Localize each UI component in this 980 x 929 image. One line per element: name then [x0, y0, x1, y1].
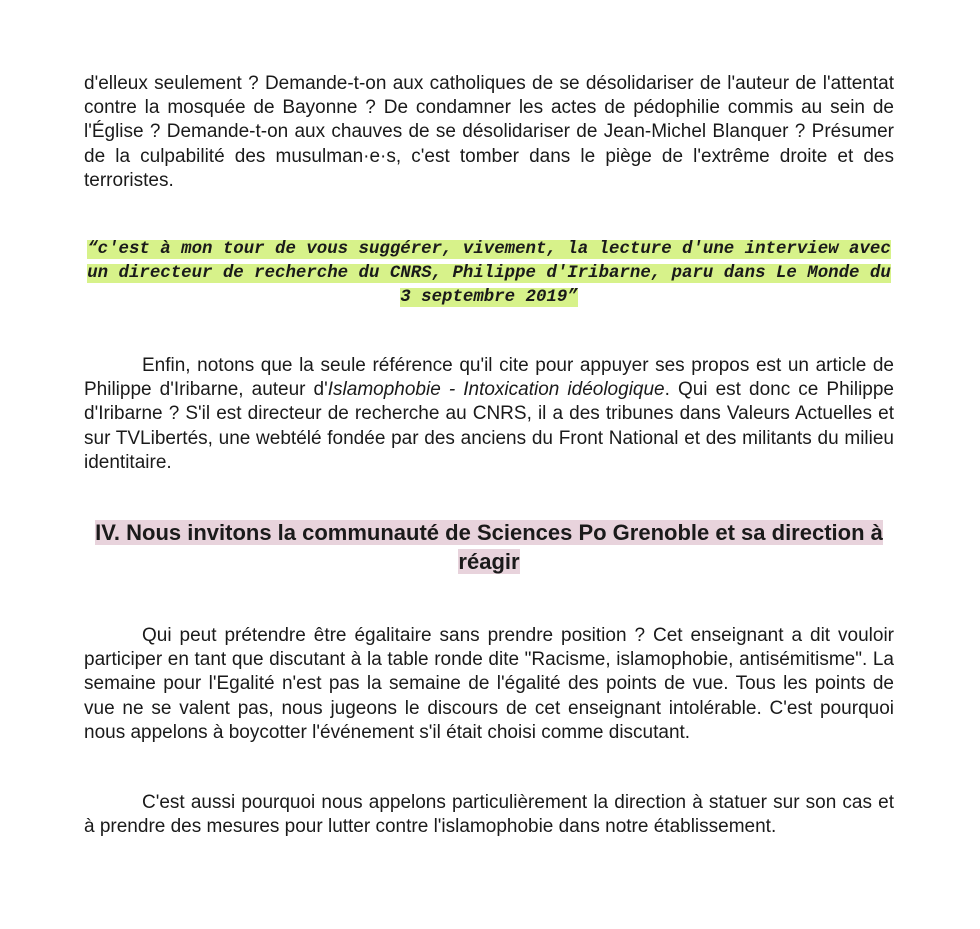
- paragraph-4-text: C'est aussi pourquoi nous appelons particulièrement la direction à statuer sur son cas et à prendre des mesures pour lutter contre l'islamophobie dans notre établissement.: [84, 792, 894, 838]
- paragraph-3: [84, 624, 894, 745]
- paragraph-4: [84, 791, 894, 839]
- paragraph-2: [84, 354, 894, 475]
- section-heading: [84, 518, 894, 576]
- paragraph-2-text-b: . Qui est donc ce Philippe d'Iribarne ? S'il est directeur de recherche au CNRS, il a des tribunes dans Valeurs Actuelles et sur TVLibertés, une webtélé fondée par des anciens du Front National et des militants du milieu identitaire.: [84, 379, 895, 473]
- highlighted-quote: [84, 238, 894, 310]
- paragraph-2-text-a: Enfin, notons que la seule référence qu'il cite pour appuyer ses propos est un article de Philippe d'Iribarne, auteur d': [84, 355, 894, 401]
- paragraph-3-text: Qui peut prétendre être égalitaire sans prendre position ? Cet enseignant a dit vouloir participer en tant que discutant à la table ronde dite "Racisme, islamophobie, antisémitisme". La semaine pour l'Egalité n'est pas la semaine de l'égalité des points de vue. Tous les points de vue ne se valent pas, nous jugeons le discours de cet enseignant intolérable. C'est pourquoi nous appelons à boycotter l'événement s'il était choisi comme discutant.: [84, 625, 894, 743]
- heading-text: IV. Nous invitons la communauté de Sciences Po Grenoble et sa direction à réagir: [95, 520, 883, 574]
- paragraph-1-text: d'elleux seulement ? Demande-t-on aux catholiques de se désolidariser de l'auteur de l'attentat contre la mosquée de Bayonne ? De condamner les actes de pédophilie commis au sein de l'Église ? Demande-t-on aux chauves de se désolidariser de Jean-Michel Blanquer ? Présumer de la culpabilité des musulman·e·s, c'est tomber dans le piège de l'extrême droite et des terroristes.: [84, 73, 894, 191]
- quote-text: “c'est à mon tour de vous suggérer, vivement, la lecture d'une interview avec un directeur de recherche du CNRS, Philippe d'Iribarne, paru dans Le Monde du 3 septembre 2019”: [87, 240, 891, 307]
- paragraph-1: [84, 72, 894, 193]
- book-title: Islamophobie - Intoxication idéologique: [327, 379, 665, 401]
